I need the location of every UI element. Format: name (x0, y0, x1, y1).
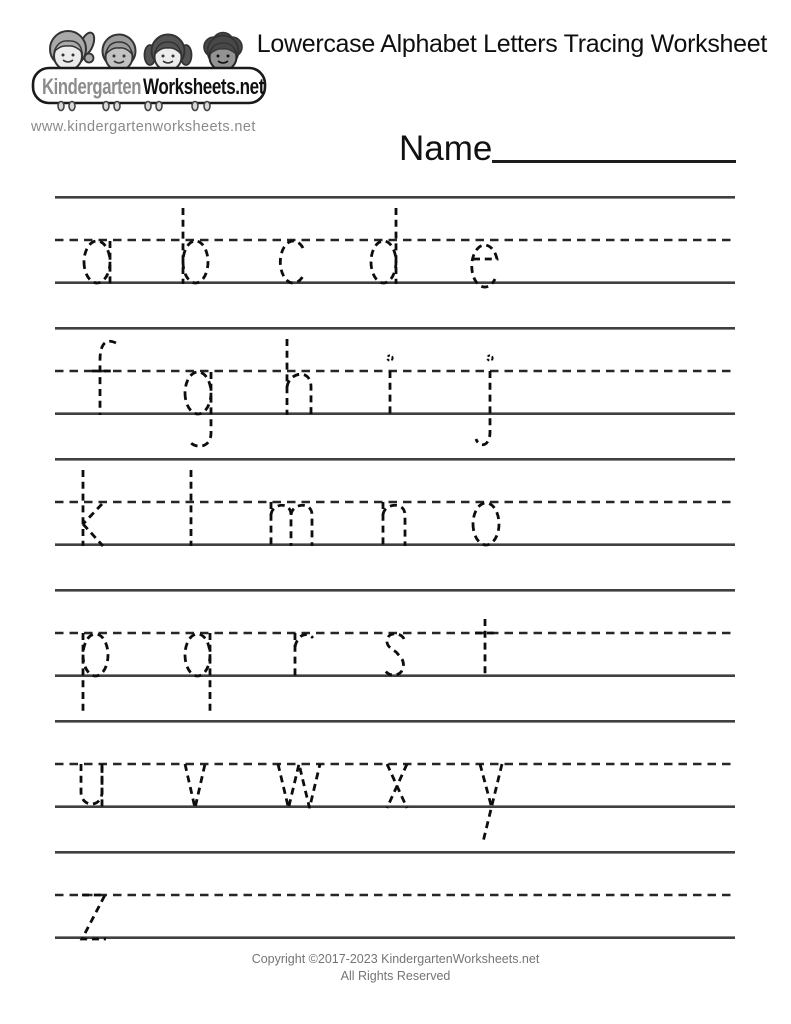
logo-kids-icon (30, 14, 270, 118)
trace-letter-m (271, 502, 312, 546)
trace-letter-s (385, 634, 404, 675)
page-title: Lowercase Alphabet Letters Tracing Worksheet (256, 30, 767, 58)
name-label: Name (399, 129, 493, 168)
trace-letter-g (185, 372, 211, 446)
logo-text-kindergarten: Kindergarten (42, 74, 142, 99)
rights-text: All Rights Reserved (340, 968, 451, 983)
trace-letter-k (83, 470, 103, 546)
trace-letter-c (280, 241, 303, 283)
trace-letter-j (476, 355, 493, 444)
logo-kid-girl-ponytail (50, 31, 97, 70)
trace-letter-o (473, 503, 499, 545)
trace-letter-t (475, 619, 495, 677)
logo-kid-girl-pigtails (145, 35, 192, 71)
trace-letter-i-dot (387, 355, 392, 360)
tracing-row (55, 327, 735, 415)
logo-banner (33, 68, 265, 103)
logo-kid-boy-curly (204, 33, 242, 71)
trace-letter-i (387, 355, 392, 415)
name-field (399, 131, 736, 166)
tracing-row (55, 458, 735, 546)
trace-letter-p (83, 633, 108, 713)
tracing-row (55, 720, 735, 808)
trace-letter-v (185, 764, 205, 808)
trace-letter-a (84, 241, 110, 284)
footer (0, 951, 791, 984)
trace-letter-u (81, 764, 102, 808)
trace-letter-d (371, 208, 396, 284)
logo-kid-boy-gray (103, 35, 136, 71)
tracing-row (55, 196, 735, 284)
trace-letter-b (183, 208, 208, 284)
trace-letter-y (480, 764, 502, 842)
site-url-text: www.kindergartenworksheets.net (31, 119, 256, 135)
trace-letter-r (295, 633, 313, 677)
name-blank-line (492, 159, 736, 163)
logo (30, 14, 270, 118)
trace-letter-h (287, 339, 311, 415)
trace-letter-w (278, 764, 320, 808)
trace-letter-f (92, 341, 116, 415)
copyright-text: Copyright ©2017-2023 KindergartenWorksheets.net (251, 952, 540, 966)
trace-letter-z (82, 895, 106, 939)
tracing-row (55, 589, 735, 677)
trace-letter-x (387, 764, 407, 808)
tracing-rows (55, 196, 735, 982)
trace-letter-e (472, 245, 497, 287)
trace-letter-q (185, 633, 210, 713)
logo-text-worksheets-net: Worksheets.net (143, 74, 265, 99)
trace-letter-n (383, 502, 405, 546)
trace-letter-j-dot (487, 355, 492, 360)
tracing-row (55, 851, 735, 939)
